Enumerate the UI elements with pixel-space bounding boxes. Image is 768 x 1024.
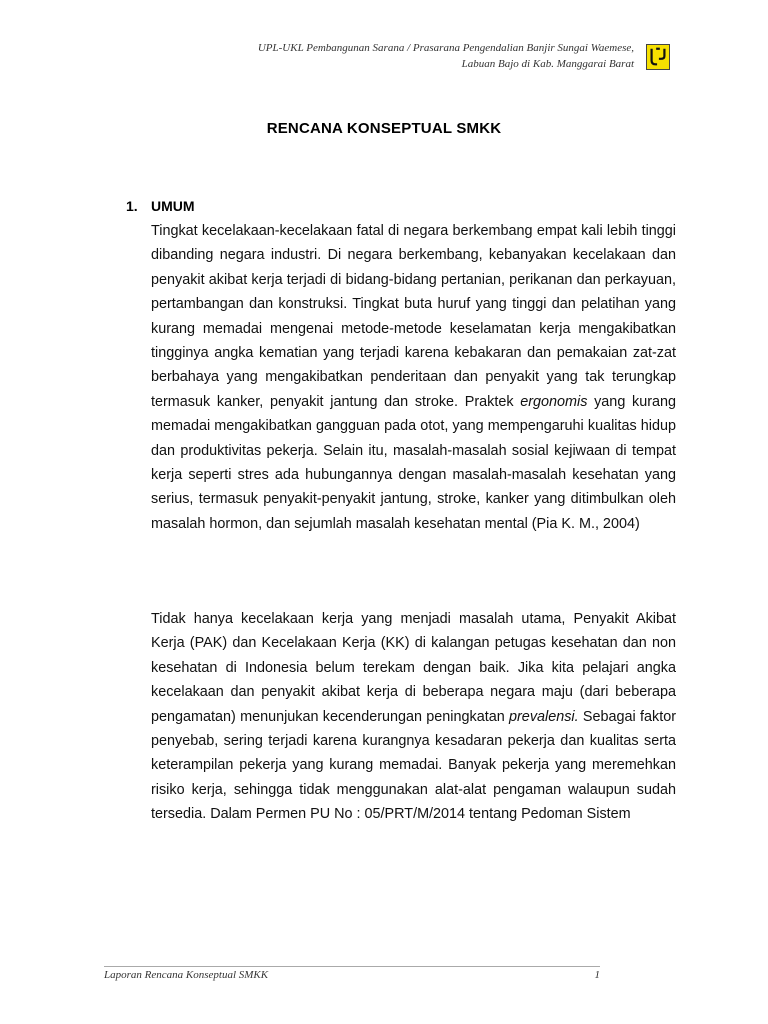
page-number: 1 [594, 969, 600, 981]
section-heading [126, 198, 195, 214]
paragraph-2 [151, 607, 676, 827]
document-title: RENCANA KONSEPTUAL SMKK [266, 120, 502, 137]
paragraph-1-text-a: Tingkat kecelakaan-kecelakaan fatal di negara berkembang empat kali lebih tinggi dibanding negara industri. Di negara berkembang, kebanyakan kecelakaan dan penyakit akibat kerja terjadi di bidang-bidang pertanian, perikanan dan perkayuan, pertambangan dan konstruksi. Tingkat buta huruf yang tinggi dan pelatihan yang kurang memadai mengenai metode-metode keselamatan kerja mengakibatkan tingginya angka kematian yang terjadi karena kebakaran dan pemakaian zat-zat berbahaya yang mengakibatkan penderitaan dan penyakit yang tak terungkap termasuk kanker, penyakit jantung dan stroke. Praktek [151, 223, 676, 410]
header-line-1: UPL-UKL Pembangunan Sarana / Prasarana Pengendalian Banjir Sungai Wae​mese, [257, 42, 634, 54]
section-title: UMUM [151, 198, 195, 214]
header-line-2: Labuan Bajo di Kab. Manggarai Barat [461, 58, 634, 70]
section-number: 1. [126, 198, 138, 214]
paragraph-1-italic: ergonomis [520, 393, 588, 410]
page-footer [104, 966, 600, 981]
paragraph-2-italic: prevalensi. [509, 708, 579, 725]
ministry-logo-icon [646, 44, 670, 70]
footer-label: Laporan Rencana Konseptual SMKK [104, 969, 269, 981]
paragraph-1-text-b: yang kurang memadai mengakibatkan gangguan pada otot, yang mempengaruhi kualitas hidup dan produktivitas pekerja. Selain itu, masalah-masalah sosial kejiwaan di tempat kerja seperti stres ada hubungannya dengan masalah-masalah kesehatan yang serius, termasuk penyakit-penyakit jantung, stroke, kanker yang ditimbulkan oleh masalah hormon, dan sejumlah masalah kesehatan mental (Pia K. M., 2004) [151, 393, 677, 532]
page-header [114, 40, 634, 72]
paragraph-2-text-b: Sebagai faktor penyebab, sering terjadi karena kurangnya kesadaran pekerja dan kualitas serta keterampilan pekerja yang kurang memadai. Banyak pekerja yang meremehkan risiko kerja, sehingga tidak menggunakan alat-alat pengaman walaupun sudah tersedia. Dalam Permen PU No : 05/PRT/M/2014 tentang Pedoman Sistem [151, 708, 676, 823]
paragraph-1 [151, 219, 676, 536]
paragraph-2-text-a: Tidak hanya kecelakaan kerja yang menjadi masalah utama, Penyakit Akibat Kerja (PAK) dan Kecelakaan Kerja (KK) di kalangan petugas kesehatan dan non kesehatan di Indonesia belum terekam dengan baik. Jika kita pelajari angka kecelakaan dan penyakit akibat kerja di beberapa negara maju (dari beberapa pengamatan) menunjukan kecenderungan peningkatan [151, 611, 676, 725]
